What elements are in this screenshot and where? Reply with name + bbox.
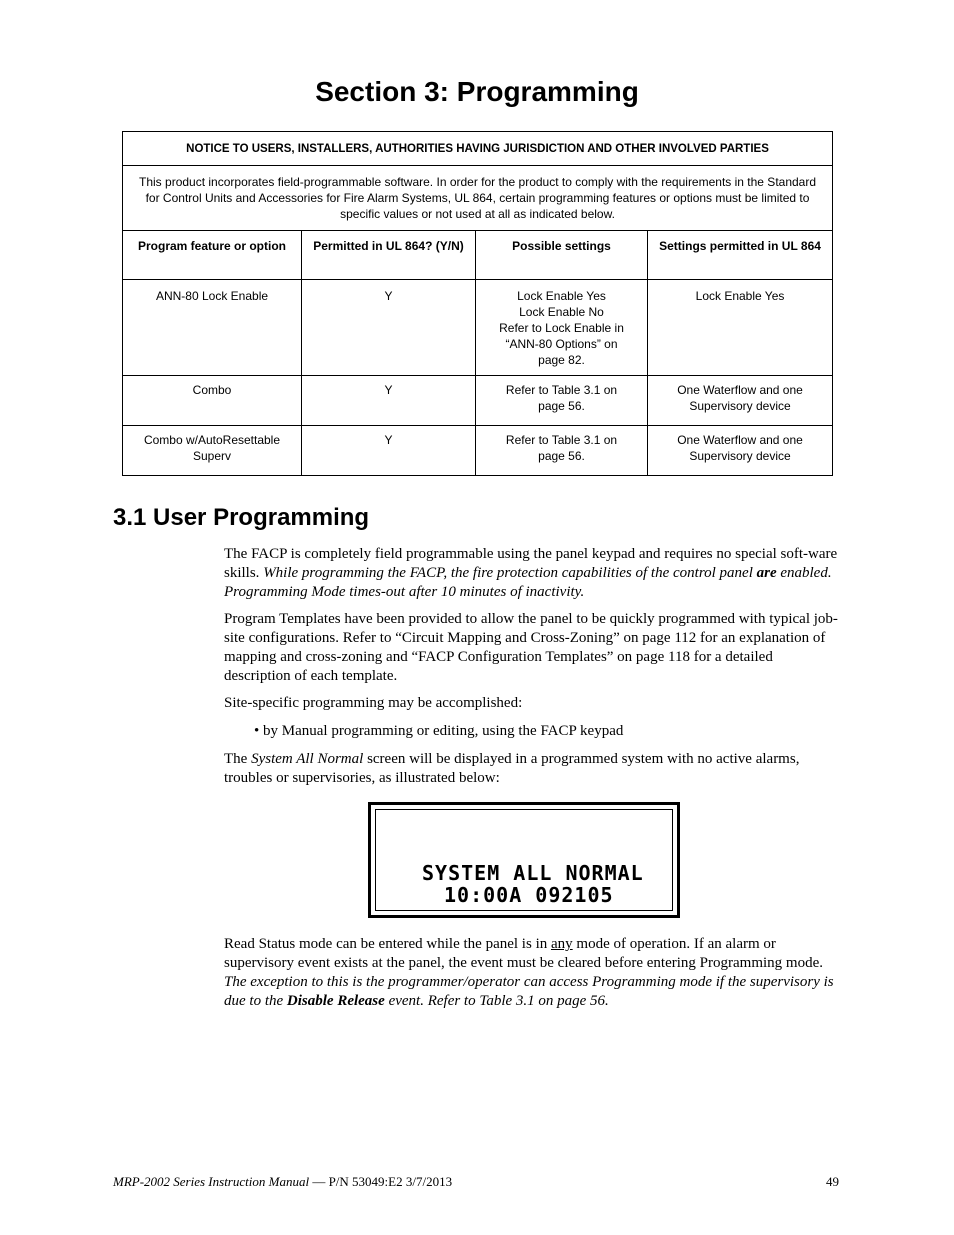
footer-part-number: — P/N 53049:E2 3/7/2013: [309, 1174, 453, 1189]
list-item: • by Manual programming or editing, using the FACP keypad: [254, 723, 624, 739]
table-header-row: [123, 231, 833, 280]
text-run: The FACP is completely field programmable using the panel keypad and requires no special soft-ware skills.: [224, 546, 838, 581]
cell-line: page 82.: [538, 353, 585, 367]
text-run: The: [224, 751, 248, 767]
column-header: Permitted in UL 864? (Y/N): [302, 231, 476, 280]
cell-line: Superv: [192, 449, 232, 463]
table-cell: Combo: [123, 376, 302, 426]
cell-line: Combo w/AutoResettable: [143, 433, 281, 447]
column-header: Settings permitted in UL 864: [648, 231, 833, 280]
lcd-display: [368, 802, 680, 918]
table-row: [123, 376, 833, 426]
paragraph-intro: [224, 545, 840, 602]
column-header: Possible settings: [476, 231, 648, 280]
notice-heading: NOTICE TO USERS, INSTALLERS, AUTHORITIES HAVING JURISDICTION AND OTHER INVOLVED PARTIES: [123, 132, 833, 166]
table-cell: [648, 376, 833, 426]
cell-line: Supervisory device: [689, 449, 791, 463]
text-run-italic: The exception to this is the programmer/operator can access Programming mode if the supervisory is due to the: [224, 974, 834, 1009]
cell-line: Lock Enable No: [519, 305, 604, 319]
cell-line: Supervisory device: [689, 399, 791, 413]
table-cell: [648, 426, 833, 476]
table-row: [123, 426, 833, 476]
paragraph-read-status: [224, 935, 840, 1011]
paragraph-system-normal: [224, 750, 840, 788]
table-cell: [476, 426, 648, 476]
text-run-bold-italic: Disable Release: [286, 993, 385, 1009]
table-cell: [123, 426, 302, 476]
table-cell: ANN-80 Lock Enable: [123, 280, 302, 376]
footer-left: [113, 1174, 452, 1190]
text-run-underline: any: [550, 936, 573, 952]
table-cell: Y: [302, 280, 476, 376]
notice-intro: This product incorporates field-programmable software. In order for the product to comply with the requirements in the Standard for Control Units and Accessories for Fire Alarm Systems, UL 864, certain programming features or options must be limited to specific values or not used at all as indicated below.: [123, 166, 833, 231]
cell-line: One Waterflow and one: [677, 383, 803, 397]
lcd-line-1: SYSTEM ALL NORMAL: [422, 861, 644, 885]
text-run-italic: enabled. Programming Mode times-out after 10 minutes of inactivity.: [224, 565, 832, 600]
cell-line: One Waterflow and one: [677, 433, 803, 447]
cell-line: page 56.: [538, 399, 585, 413]
page-title: Section 3: Programming: [315, 76, 639, 107]
cell-line: “ANN-80 Options” on: [505, 337, 618, 351]
cell-line: Lock Enable Yes: [517, 289, 606, 303]
footer-manual-title: MRP-2002 Series Instruction Manual: [113, 1174, 310, 1189]
lcd-screen: [375, 809, 673, 911]
cell-line: page 56.: [538, 449, 585, 463]
cell-line: Lock Enable Yes: [695, 289, 785, 303]
lcd-line-2: 10:00A 092105: [444, 883, 614, 907]
table-cell: [476, 280, 648, 376]
table-cell: [476, 376, 648, 426]
cell-line: Refer to Table 3.1 on: [505, 433, 618, 447]
text-run: mode of operation. If an alarm or supervisory event exists at the panel, the event must be cleared before entering Programming mode.: [224, 936, 823, 971]
text-run-bold-italic: are: [756, 565, 777, 581]
cell-line: Refer to Lock Enable in: [499, 321, 624, 335]
text-run: screen will be displayed in a programmed system with no active alarms, troubles or supervisories, as illustrated below:: [224, 751, 800, 786]
text-run: Read Status mode can be entered while the panel is in: [224, 936, 548, 952]
text-run-italic: System All Normal: [251, 751, 364, 767]
column-header: Program feature or option: [123, 231, 302, 280]
table-cell: Y: [302, 376, 476, 426]
text-run-italic: event. Refer to Table 3.1 on page 56.: [388, 993, 609, 1009]
cell-line: Refer to Table 3.1 on: [505, 383, 618, 397]
page-number: 49: [826, 1174, 839, 1189]
table-cell: Y: [302, 426, 476, 476]
notice-table: [122, 131, 833, 476]
paragraph-site-specific: Site-specific programming may be accomplished:: [224, 695, 523, 711]
text-run-italic: While programming the FACP, the fire protection capabilities of the control panel: [263, 565, 753, 581]
table-row: [123, 280, 833, 376]
paragraph-templates: Program Templates have been provided to allow the panel to be quickly programmed with typical job-site configurations. Refer to “Circuit Mapping and Cross-Zoning” on page 112 for an explanation of mapping and cross-zoning and “FACP Configuration Templates” on page 118 for a detailed description of each template.: [224, 611, 838, 684]
table-cell: [648, 280, 833, 376]
section-heading: 3.1 User Programming: [113, 504, 370, 531]
